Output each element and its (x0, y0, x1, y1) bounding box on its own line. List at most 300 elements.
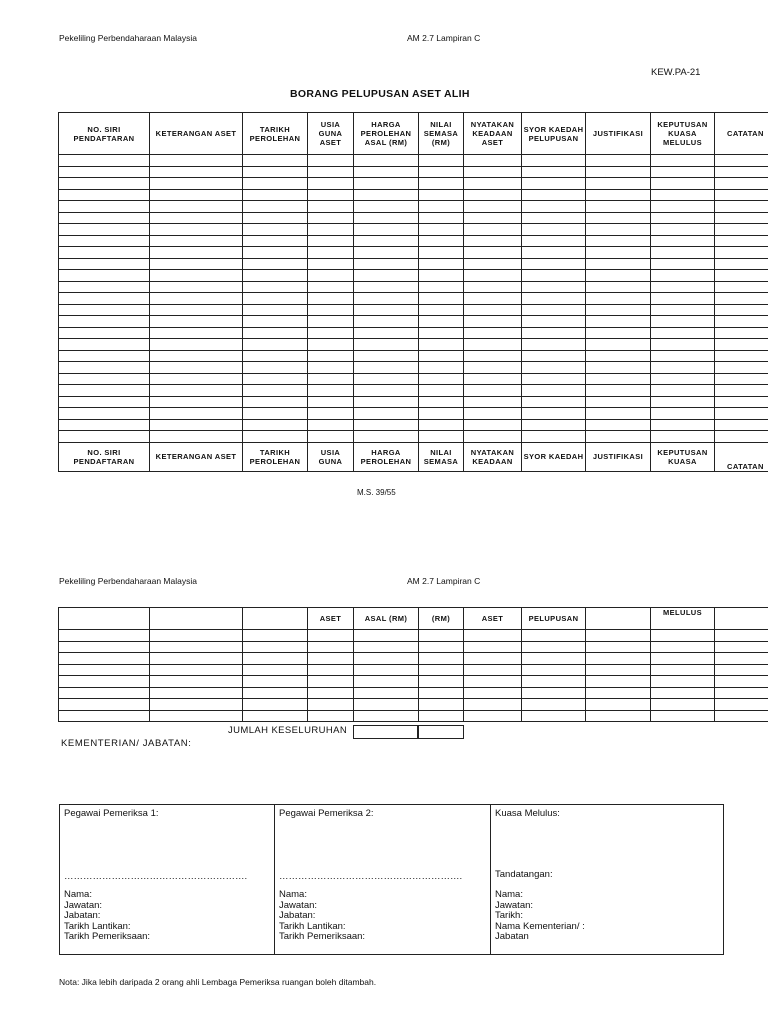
table-cell[interactable] (354, 373, 419, 385)
table-cell[interactable] (243, 316, 308, 328)
table-cell[interactable] (419, 664, 464, 676)
table-cell[interactable] (464, 687, 522, 699)
table-cell[interactable] (586, 339, 651, 351)
table-cell[interactable] (419, 155, 464, 167)
table-cell[interactable] (651, 350, 715, 362)
table-cell[interactable] (150, 304, 243, 316)
table-cell[interactable] (354, 699, 419, 711)
table-cell[interactable] (586, 155, 651, 167)
table-cell[interactable] (419, 710, 464, 722)
table-cell[interactable] (354, 155, 419, 167)
table-cell[interactable] (651, 212, 715, 224)
table-cell[interactable] (419, 687, 464, 699)
table-cell[interactable] (150, 408, 243, 420)
table-cell[interactable] (651, 687, 715, 699)
table-cell[interactable] (354, 339, 419, 351)
table-cell[interactable] (243, 385, 308, 397)
table-cell[interactable] (464, 350, 522, 362)
table-cell[interactable] (150, 189, 243, 201)
table-cell[interactable] (419, 699, 464, 711)
table-cell[interactable] (464, 224, 522, 236)
table-cell[interactable] (715, 350, 768, 362)
table-cell[interactable] (354, 687, 419, 699)
table-cell[interactable] (419, 270, 464, 282)
table-cell[interactable] (308, 293, 354, 305)
table-cell[interactable] (150, 431, 243, 443)
table-cell[interactable] (59, 304, 150, 316)
table-cell[interactable] (715, 630, 768, 642)
table-cell[interactable] (354, 385, 419, 397)
table-cell[interactable] (150, 201, 243, 213)
table-cell[interactable] (354, 224, 419, 236)
table-cell[interactable] (586, 641, 651, 653)
table-cell[interactable] (354, 166, 419, 178)
table-cell[interactable] (308, 408, 354, 420)
table-cell[interactable] (522, 373, 586, 385)
table-cell[interactable] (522, 155, 586, 167)
table-cell[interactable] (308, 653, 354, 665)
table-cell[interactable] (464, 676, 522, 688)
table-cell[interactable] (354, 396, 419, 408)
table-cell[interactable] (419, 304, 464, 316)
table-cell[interactable] (308, 339, 354, 351)
table-cell[interactable] (522, 316, 586, 328)
table-cell[interactable] (715, 247, 768, 259)
table-cell[interactable] (715, 224, 768, 236)
table-cell[interactable] (354, 630, 419, 642)
table-cell[interactable] (651, 155, 715, 167)
table-cell[interactable] (586, 396, 651, 408)
table-cell[interactable] (150, 327, 243, 339)
table-cell[interactable] (715, 166, 768, 178)
table-cell[interactable] (150, 166, 243, 178)
table-cell[interactable] (715, 178, 768, 190)
table-cell[interactable] (308, 304, 354, 316)
table-cell[interactable] (59, 408, 150, 420)
table-cell[interactable] (419, 166, 464, 178)
table-cell[interactable] (243, 189, 308, 201)
table-cell[interactable] (150, 224, 243, 236)
table-cell[interactable] (243, 653, 308, 665)
table-cell[interactable] (150, 396, 243, 408)
table-cell[interactable] (308, 419, 354, 431)
table-cell[interactable] (586, 431, 651, 443)
table-cell[interactable] (651, 258, 715, 270)
table-cell[interactable] (59, 201, 150, 213)
table-cell[interactable] (243, 419, 308, 431)
table-cell[interactable] (308, 224, 354, 236)
table-cell[interactable] (59, 258, 150, 270)
table-cell[interactable] (651, 664, 715, 676)
table-cell[interactable] (59, 350, 150, 362)
table-cell[interactable] (522, 247, 586, 259)
table-cell[interactable] (522, 201, 586, 213)
table-cell[interactable] (522, 281, 586, 293)
table-cell[interactable] (715, 676, 768, 688)
table-cell[interactable] (243, 630, 308, 642)
table-cell[interactable] (522, 304, 586, 316)
table-cell[interactable] (150, 316, 243, 328)
table-cell[interactable] (419, 431, 464, 443)
table-cell[interactable] (715, 235, 768, 247)
table-cell[interactable] (522, 189, 586, 201)
table-cell[interactable] (586, 201, 651, 213)
table-cell[interactable] (243, 166, 308, 178)
table-cell[interactable] (715, 304, 768, 316)
table-cell[interactable] (150, 350, 243, 362)
total-harga-cell[interactable] (353, 725, 419, 739)
table-cell[interactable] (522, 270, 586, 282)
table-cell[interactable] (59, 293, 150, 305)
table-cell[interactable] (715, 201, 768, 213)
table-cell[interactable] (586, 676, 651, 688)
table-cell[interactable] (522, 641, 586, 653)
table-cell[interactable] (715, 431, 768, 443)
table-cell[interactable] (522, 178, 586, 190)
table-cell[interactable] (308, 178, 354, 190)
table-cell[interactable] (651, 201, 715, 213)
table-cell[interactable] (419, 201, 464, 213)
table-cell[interactable] (243, 676, 308, 688)
table-cell[interactable] (59, 327, 150, 339)
table-cell[interactable] (243, 710, 308, 722)
table-cell[interactable] (59, 155, 150, 167)
table-cell[interactable] (715, 641, 768, 653)
table-cell[interactable] (586, 316, 651, 328)
table-cell[interactable] (715, 699, 768, 711)
table-cell[interactable] (651, 327, 715, 339)
table-cell[interactable] (715, 212, 768, 224)
table-cell[interactable] (150, 630, 243, 642)
table-cell[interactable] (308, 281, 354, 293)
table-cell[interactable] (651, 630, 715, 642)
table-cell[interactable] (243, 224, 308, 236)
table-cell[interactable] (243, 362, 308, 374)
table-cell[interactable] (522, 327, 586, 339)
table-cell[interactable] (651, 431, 715, 443)
table-cell[interactable] (715, 362, 768, 374)
table-cell[interactable] (651, 710, 715, 722)
table-cell[interactable] (464, 339, 522, 351)
table-cell[interactable] (522, 396, 586, 408)
table-cell[interactable] (522, 710, 586, 722)
table-cell[interactable] (651, 653, 715, 665)
table-cell[interactable] (464, 258, 522, 270)
table-cell[interactable] (419, 293, 464, 305)
table-cell[interactable] (464, 270, 522, 282)
table-cell[interactable] (715, 327, 768, 339)
table-cell[interactable] (586, 362, 651, 374)
table-cell[interactable] (59, 270, 150, 282)
table-cell[interactable] (586, 224, 651, 236)
table-cell[interactable] (419, 258, 464, 270)
table-cell[interactable] (651, 408, 715, 420)
table-cell[interactable] (651, 293, 715, 305)
table-cell[interactable] (464, 281, 522, 293)
table-cell[interactable] (354, 247, 419, 259)
table-cell[interactable] (150, 362, 243, 374)
table-cell[interactable] (150, 270, 243, 282)
table-cell[interactable] (419, 178, 464, 190)
table-cell[interactable] (464, 327, 522, 339)
table-cell[interactable] (59, 373, 150, 385)
table-cell[interactable] (150, 653, 243, 665)
table-cell[interactable] (308, 676, 354, 688)
table-cell[interactable] (715, 687, 768, 699)
table-cell[interactable] (150, 155, 243, 167)
table-cell[interactable] (150, 293, 243, 305)
table-cell[interactable] (586, 212, 651, 224)
table-cell[interactable] (651, 419, 715, 431)
table-cell[interactable] (59, 224, 150, 236)
table-cell[interactable] (150, 258, 243, 270)
table-cell[interactable] (243, 201, 308, 213)
table-cell[interactable] (150, 235, 243, 247)
table-cell[interactable] (419, 373, 464, 385)
table-cell[interactable] (354, 653, 419, 665)
table-cell[interactable] (59, 630, 150, 642)
table-cell[interactable] (715, 270, 768, 282)
table-cell[interactable] (522, 664, 586, 676)
table-cell[interactable] (464, 664, 522, 676)
table-cell[interactable] (419, 350, 464, 362)
table-cell[interactable] (715, 258, 768, 270)
table-cell[interactable] (354, 316, 419, 328)
table-cell[interactable] (419, 641, 464, 653)
table-cell[interactable] (419, 316, 464, 328)
table-cell[interactable] (59, 178, 150, 190)
table-cell[interactable] (354, 178, 419, 190)
table-cell[interactable] (59, 653, 150, 665)
table-cell[interactable] (522, 224, 586, 236)
table-cell[interactable] (586, 653, 651, 665)
table-cell[interactable] (59, 676, 150, 688)
table-cell[interactable] (243, 235, 308, 247)
table-cell[interactable] (308, 431, 354, 443)
table-cell[interactable] (715, 339, 768, 351)
table-cell[interactable] (651, 270, 715, 282)
table-cell[interactable] (59, 687, 150, 699)
table-cell[interactable] (354, 304, 419, 316)
table-cell[interactable] (308, 270, 354, 282)
table-cell[interactable] (59, 396, 150, 408)
table-cell[interactable] (150, 710, 243, 722)
table-cell[interactable] (586, 258, 651, 270)
table-cell[interactable] (59, 664, 150, 676)
table-cell[interactable] (243, 431, 308, 443)
table-cell[interactable] (586, 327, 651, 339)
table-cell[interactable] (419, 247, 464, 259)
table-cell[interactable] (419, 339, 464, 351)
total-nilai-cell[interactable] (417, 725, 464, 739)
table-cell[interactable] (464, 385, 522, 397)
table-cell[interactable] (522, 653, 586, 665)
table-cell[interactable] (715, 385, 768, 397)
table-cell[interactable] (354, 235, 419, 247)
table-cell[interactable] (715, 419, 768, 431)
signature-cell-pemeriksa-2[interactable] (275, 805, 491, 955)
table-cell[interactable] (715, 189, 768, 201)
table-cell[interactable] (522, 419, 586, 431)
table-cell[interactable] (586, 304, 651, 316)
table-cell[interactable] (243, 304, 308, 316)
table-cell[interactable] (419, 408, 464, 420)
table-cell[interactable] (651, 281, 715, 293)
table-cell[interactable] (419, 281, 464, 293)
table-cell[interactable] (243, 258, 308, 270)
table-cell[interactable] (243, 339, 308, 351)
table-cell[interactable] (522, 350, 586, 362)
table-cell[interactable] (59, 235, 150, 247)
table-cell[interactable] (464, 155, 522, 167)
table-cell[interactable] (59, 431, 150, 443)
table-cell[interactable] (354, 362, 419, 374)
table-cell[interactable] (464, 235, 522, 247)
table-cell[interactable] (651, 396, 715, 408)
table-cell[interactable] (243, 664, 308, 676)
table-cell[interactable] (464, 653, 522, 665)
table-cell[interactable] (243, 327, 308, 339)
table-cell[interactable] (150, 699, 243, 711)
table-cell[interactable] (419, 224, 464, 236)
table-cell[interactable] (59, 710, 150, 722)
table-cell[interactable] (243, 155, 308, 167)
table-cell[interactable] (59, 699, 150, 711)
table-cell[interactable] (651, 641, 715, 653)
table-cell[interactable] (464, 396, 522, 408)
table-cell[interactable] (419, 419, 464, 431)
table-cell[interactable] (464, 166, 522, 178)
table-cell[interactable] (715, 710, 768, 722)
table-cell[interactable] (522, 258, 586, 270)
table-cell[interactable] (308, 166, 354, 178)
table-cell[interactable] (354, 664, 419, 676)
table-cell[interactable] (522, 676, 586, 688)
table-cell[interactable] (354, 350, 419, 362)
table-cell[interactable] (586, 710, 651, 722)
table-cell[interactable] (308, 258, 354, 270)
table-cell[interactable] (308, 189, 354, 201)
table-cell[interactable] (464, 408, 522, 420)
table-cell[interactable] (651, 189, 715, 201)
table-cell[interactable] (651, 385, 715, 397)
table-cell[interactable] (464, 212, 522, 224)
table-cell[interactable] (354, 270, 419, 282)
table-cell[interactable] (243, 396, 308, 408)
table-cell[interactable] (464, 699, 522, 711)
table-cell[interactable] (150, 281, 243, 293)
table-cell[interactable] (59, 166, 150, 178)
table-cell[interactable] (651, 178, 715, 190)
table-cell[interactable] (586, 189, 651, 201)
table-cell[interactable] (354, 431, 419, 443)
table-cell[interactable] (419, 235, 464, 247)
table-cell[interactable] (586, 270, 651, 282)
table-cell[interactable] (464, 201, 522, 213)
table-cell[interactable] (715, 653, 768, 665)
table-cell[interactable] (522, 235, 586, 247)
table-cell[interactable] (308, 362, 354, 374)
table-cell[interactable] (715, 373, 768, 385)
table-cell[interactable] (243, 178, 308, 190)
table-cell[interactable] (586, 281, 651, 293)
table-cell[interactable] (651, 235, 715, 247)
table-cell[interactable] (308, 350, 354, 362)
table-cell[interactable] (464, 630, 522, 642)
table-cell[interactable] (419, 362, 464, 374)
table-cell[interactable] (522, 385, 586, 397)
table-cell[interactable] (243, 373, 308, 385)
table-cell[interactable] (354, 258, 419, 270)
table-cell[interactable] (308, 373, 354, 385)
table-cell[interactable] (522, 166, 586, 178)
table-cell[interactable] (651, 166, 715, 178)
table-cell[interactable] (715, 664, 768, 676)
table-cell[interactable] (308, 664, 354, 676)
table-cell[interactable] (308, 687, 354, 699)
table-cell[interactable] (419, 189, 464, 201)
table-cell[interactable] (308, 699, 354, 711)
table-cell[interactable] (715, 408, 768, 420)
table-cell[interactable] (308, 247, 354, 259)
table-cell[interactable] (308, 155, 354, 167)
table-cell[interactable] (586, 687, 651, 699)
table-cell[interactable] (419, 212, 464, 224)
table-cell[interactable] (522, 362, 586, 374)
table-cell[interactable] (586, 293, 651, 305)
table-cell[interactable] (243, 281, 308, 293)
table-cell[interactable] (150, 676, 243, 688)
table-cell[interactable] (354, 327, 419, 339)
table-cell[interactable] (586, 385, 651, 397)
table-cell[interactable] (59, 641, 150, 653)
table-cell[interactable] (354, 641, 419, 653)
table-cell[interactable] (586, 408, 651, 420)
table-cell[interactable] (243, 408, 308, 420)
table-cell[interactable] (522, 699, 586, 711)
table-cell[interactable] (464, 710, 522, 722)
table-cell[interactable] (354, 293, 419, 305)
table-cell[interactable] (522, 687, 586, 699)
table-cell[interactable] (308, 641, 354, 653)
table-cell[interactable] (522, 630, 586, 642)
table-cell[interactable] (308, 396, 354, 408)
table-cell[interactable] (464, 178, 522, 190)
table-cell[interactable] (354, 676, 419, 688)
table-cell[interactable] (308, 327, 354, 339)
table-cell[interactable] (150, 178, 243, 190)
table-cell[interactable] (715, 281, 768, 293)
table-cell[interactable] (150, 339, 243, 351)
table-cell[interactable] (586, 630, 651, 642)
table-cell[interactable] (715, 396, 768, 408)
table-cell[interactable] (586, 350, 651, 362)
table-cell[interactable] (464, 641, 522, 653)
table-cell[interactable] (150, 419, 243, 431)
table-cell[interactable] (419, 653, 464, 665)
table-cell[interactable] (243, 641, 308, 653)
table-cell[interactable] (586, 699, 651, 711)
table-cell[interactable] (308, 710, 354, 722)
table-cell[interactable] (308, 201, 354, 213)
table-cell[interactable] (464, 304, 522, 316)
table-cell[interactable] (150, 373, 243, 385)
table-cell[interactable] (651, 316, 715, 328)
table-cell[interactable] (586, 247, 651, 259)
table-cell[interactable] (419, 385, 464, 397)
table-cell[interactable] (243, 350, 308, 362)
table-cell[interactable] (651, 247, 715, 259)
